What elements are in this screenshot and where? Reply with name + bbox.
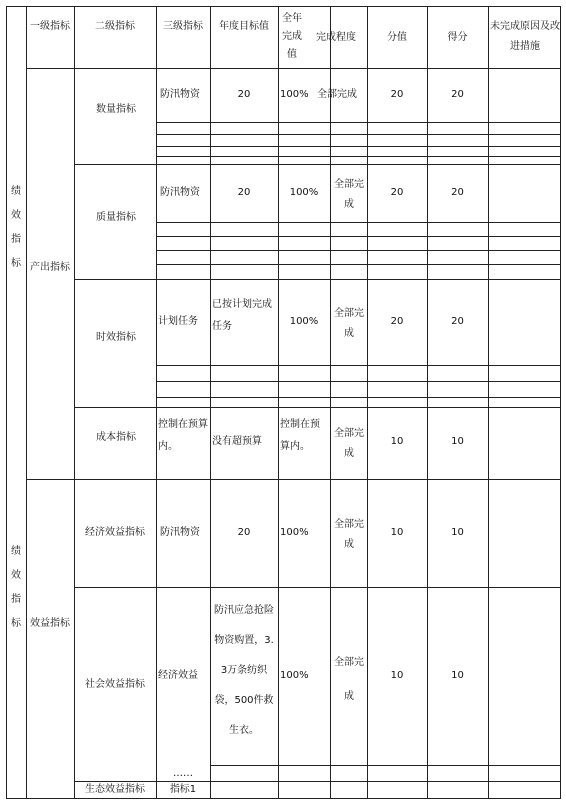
grid-line xyxy=(74,279,561,280)
quantity-completion: 全部完成 xyxy=(317,89,357,100)
grid-line xyxy=(156,146,561,147)
timeliness-actual: 100% xyxy=(289,316,319,327)
quantity-target: 20 xyxy=(237,89,251,100)
grid-line xyxy=(560,6,561,799)
header-full-year-value: 全年完成值 xyxy=(282,13,302,60)
header-level1: 一级指标 xyxy=(30,21,70,32)
grid-line xyxy=(156,122,561,123)
social-target: 防汛应急抢险物资购置，3.3万条纺织袋，500件救生衣。 xyxy=(214,605,274,736)
outer-label-benefit: 绩效指标 xyxy=(11,546,21,629)
grid-line xyxy=(156,365,561,366)
cost-target: 没有超预算 xyxy=(212,436,262,447)
grid-line xyxy=(156,264,561,265)
economic-target: 20 xyxy=(237,527,251,538)
grid-line xyxy=(6,6,7,799)
economic-completion: 全部完成 xyxy=(334,519,364,550)
header-score-value: 分值 xyxy=(387,32,407,43)
timeliness-item: 计划任务 xyxy=(158,316,198,327)
grid-line xyxy=(156,397,561,398)
grid-line xyxy=(156,134,561,135)
level2-ecological: 生态效益指标 xyxy=(85,784,145,795)
quality-completion: 全部完成 xyxy=(334,179,364,210)
grid-line xyxy=(156,222,561,223)
quantity-score: 20 xyxy=(451,89,464,100)
header-reason: 未完成原因及改进措施 xyxy=(490,21,560,52)
grid-line xyxy=(74,587,561,588)
level2-quantity: 数量指标 xyxy=(96,104,136,115)
social-score: 10 xyxy=(451,670,464,681)
level1-benefit: 效益指标 xyxy=(30,618,70,629)
economic-item: 防汛物资 xyxy=(160,527,200,538)
timeliness-target: 已按计划完成任务 xyxy=(212,299,272,332)
social-actual: 100% xyxy=(280,670,309,681)
grid-line xyxy=(26,68,561,69)
header-completion: 完成程度 xyxy=(316,32,356,43)
level2-cost: 成本指标 xyxy=(96,432,136,443)
header-level3: 三级指标 xyxy=(163,21,203,32)
grid-line xyxy=(156,381,561,382)
quantity-item: 防汛物资 xyxy=(160,89,200,100)
timeliness-value: 20 xyxy=(390,316,404,327)
grid-line xyxy=(156,156,561,157)
header-score: 得分 xyxy=(447,32,468,43)
quantity-actual: 100% xyxy=(280,89,309,100)
grid-line xyxy=(6,6,561,7)
grid-line xyxy=(156,236,561,237)
cost-value: 10 xyxy=(390,436,404,447)
quality-target: 20 xyxy=(237,187,251,198)
grid-line xyxy=(156,6,157,799)
quality-score: 20 xyxy=(451,187,464,198)
header-annual-target: 年度目标值 xyxy=(219,21,269,32)
grid-line xyxy=(74,407,561,408)
quality-item: 防汛物资 xyxy=(160,187,200,198)
grid-line xyxy=(210,765,561,766)
grid-line xyxy=(278,6,279,799)
level2-timeliness: 时效指标 xyxy=(96,332,136,343)
header-level2: 二级指标 xyxy=(95,21,135,32)
social-value: 10 xyxy=(390,670,404,681)
outer-label-output: 绩效指标 xyxy=(11,186,21,269)
grid-line xyxy=(74,164,561,165)
level1-output: 产出指标 xyxy=(30,262,70,273)
grid-line xyxy=(74,6,75,799)
grid-line xyxy=(26,6,27,799)
cost-score: 10 xyxy=(451,436,464,447)
economic-actual: 100% xyxy=(280,527,309,538)
social-completion: 全部完成 xyxy=(334,657,364,702)
timeliness-completion: 全部完成 xyxy=(334,308,364,339)
social-item: 经济效益 xyxy=(158,670,198,681)
level2-social: 社会效益指标 xyxy=(85,679,145,690)
cost-item: 控制在预算内。 xyxy=(158,419,208,452)
quantity-value: 20 xyxy=(390,89,404,100)
quality-actual: 100% xyxy=(289,187,319,198)
grid-line xyxy=(210,6,211,799)
cost-actual: 控制在预算内。 xyxy=(280,419,320,452)
quality-value: 20 xyxy=(390,187,404,198)
level2-economic: 经济效益指标 xyxy=(85,527,145,538)
timeliness-score: 20 xyxy=(451,316,464,327)
level2-quality: 质量指标 xyxy=(96,212,136,223)
grid-line xyxy=(330,6,331,799)
economic-score: 10 xyxy=(451,527,464,538)
ecological-item: 指标1 xyxy=(169,784,197,795)
social-ellipsis: …… xyxy=(173,768,193,779)
grid-line xyxy=(488,6,489,799)
grid-line xyxy=(156,250,561,251)
grid-line xyxy=(26,479,561,480)
economic-value: 10 xyxy=(390,527,404,538)
cost-completion: 全部完成 xyxy=(334,428,364,459)
